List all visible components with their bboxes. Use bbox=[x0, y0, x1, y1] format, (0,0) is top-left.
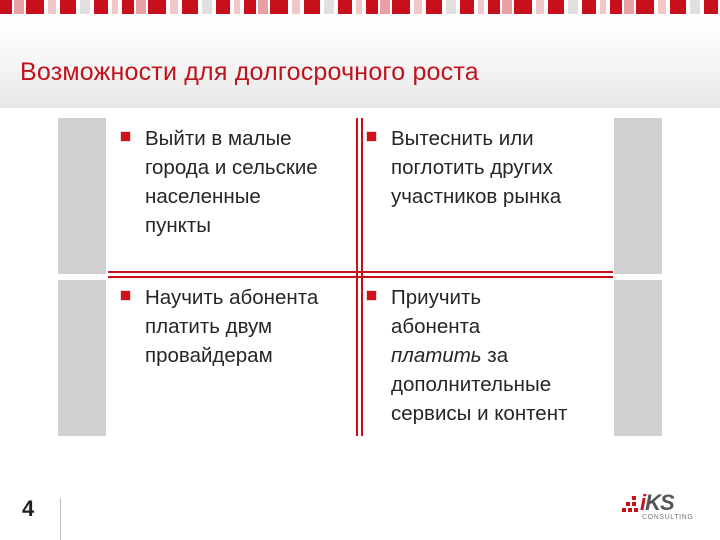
decor-square bbox=[216, 0, 230, 14]
quadrant-text: Выйти в малые города и сельские населенные пункты bbox=[145, 127, 318, 237]
decor-square bbox=[446, 0, 456, 14]
text-line bbox=[391, 341, 567, 370]
decor-square bbox=[26, 0, 44, 14]
decor-square bbox=[704, 0, 718, 14]
decor-square bbox=[258, 0, 268, 14]
vertical-divider-left bbox=[356, 118, 358, 436]
decor-square bbox=[380, 0, 390, 14]
decor-square bbox=[60, 0, 76, 14]
decor-square bbox=[690, 0, 700, 14]
decor-square bbox=[14, 0, 24, 14]
text-line: сервисы и контент bbox=[391, 402, 568, 425]
decor-square bbox=[304, 0, 320, 14]
text-line: Приучить bbox=[391, 286, 482, 309]
company-logo bbox=[622, 490, 702, 528]
decor-square bbox=[460, 0, 474, 14]
top-decor-strip bbox=[0, 0, 720, 14]
quadrant-bottom-right bbox=[367, 283, 607, 433]
quadrant-bottom-left bbox=[121, 283, 353, 433]
decor-square bbox=[356, 0, 362, 14]
slide-title: Возможности для долгосрочного роста bbox=[20, 58, 479, 86]
bullet-square-icon bbox=[367, 132, 376, 141]
decor-square bbox=[536, 0, 544, 14]
bullet-square-icon bbox=[121, 132, 130, 141]
decor-square bbox=[582, 0, 596, 14]
decor-square bbox=[568, 0, 578, 14]
left-side-bar-bottom bbox=[58, 280, 106, 436]
decor-square bbox=[414, 0, 422, 14]
decor-square bbox=[324, 0, 334, 14]
decor-square bbox=[122, 0, 134, 14]
decor-square bbox=[0, 0, 12, 14]
vertical-divider-right bbox=[361, 118, 363, 436]
decor-square bbox=[136, 0, 146, 14]
decor-square bbox=[600, 0, 606, 14]
decor-square bbox=[244, 0, 256, 14]
decor-square bbox=[670, 0, 686, 14]
decor-square bbox=[270, 0, 288, 14]
logo-subtitle: CONSULTING bbox=[642, 514, 694, 521]
quadrant-text: Научить абонента платить двум провайдерам bbox=[145, 286, 319, 367]
bullet-square-icon bbox=[121, 291, 130, 300]
right-side-bar-top bbox=[614, 118, 662, 274]
decor-square bbox=[366, 0, 378, 14]
decor-square bbox=[94, 0, 108, 14]
text-line: абонента bbox=[391, 315, 481, 338]
right-side-bar-bottom bbox=[614, 280, 662, 436]
footer-separator bbox=[60, 498, 61, 540]
decor-square bbox=[182, 0, 198, 14]
decor-square bbox=[338, 0, 352, 14]
decor-square bbox=[636, 0, 654, 14]
emphasis-text: платить bbox=[391, 344, 482, 367]
decor-square bbox=[112, 0, 118, 14]
decor-square bbox=[624, 0, 634, 14]
decor-square bbox=[488, 0, 500, 14]
decor-square bbox=[548, 0, 564, 14]
decor-square bbox=[148, 0, 166, 14]
quadrant-top-right bbox=[367, 124, 607, 264]
decor-square bbox=[514, 0, 532, 14]
logo-wordmark: iKS bbox=[640, 490, 674, 515]
decor-square bbox=[502, 0, 512, 14]
quadrant-text: Вытеснить или поглотить других участников рынка bbox=[391, 127, 562, 208]
decor-square bbox=[292, 0, 300, 14]
decor-square bbox=[48, 0, 56, 14]
decor-square bbox=[392, 0, 410, 14]
logo-dots-icon bbox=[622, 494, 640, 518]
decor-square bbox=[478, 0, 484, 14]
page-number: 4 bbox=[22, 496, 35, 521]
decor-square bbox=[658, 0, 666, 14]
decor-square bbox=[202, 0, 212, 14]
decor-square bbox=[610, 0, 622, 14]
bullet-square-icon bbox=[367, 291, 376, 300]
decor-square bbox=[234, 0, 240, 14]
quadrant-text bbox=[391, 283, 567, 428]
decor-square bbox=[170, 0, 178, 14]
decor-square bbox=[426, 0, 442, 14]
left-side-bar-top bbox=[58, 118, 106, 274]
text-fragment: за bbox=[481, 344, 509, 367]
text-line: дополнительные bbox=[391, 373, 552, 396]
quadrant-top-left bbox=[121, 124, 353, 264]
decor-square bbox=[80, 0, 90, 14]
